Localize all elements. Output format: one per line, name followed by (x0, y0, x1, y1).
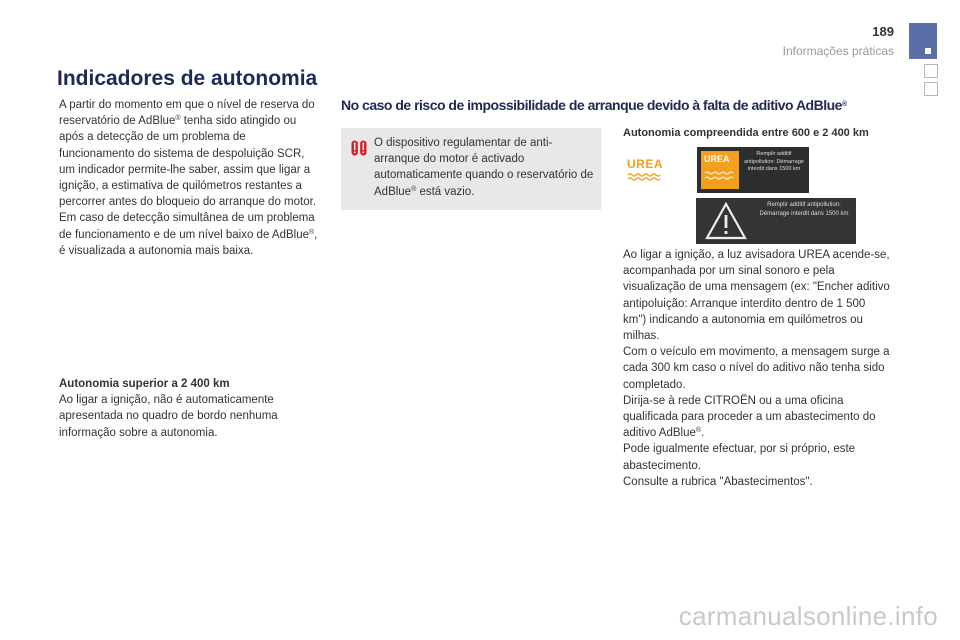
chapter-tab[interactable] (924, 64, 938, 78)
urea-wave-icon (627, 172, 663, 182)
chapter-tab-active[interactable] (909, 23, 937, 59)
warning-box (341, 128, 601, 210)
range-body-text (623, 247, 891, 490)
urea-tile-icon: UREA (701, 151, 739, 189)
dashboard-message: Remplir additif antipollution: Démarrage interdit dans 1500 km (759, 202, 849, 217)
intro-paragraph: A partir do momento em que o nível de reserva do reservatório de AdBlue® tenha sido atingido ou após a detecção de um problema de funcionamento do sistema de despoluição SCR, um indicador permite-lhe saber, assim que ligar a ignição, a estimativa de quilómetros restantes a percorrer antes do bloqueio do arranque do motor. (59, 99, 316, 209)
body-paragraph: Pode igualmente efectuar, por si próprio, este abastecimento. (623, 443, 856, 472)
page-title: Indicadores de autonomia (57, 67, 318, 90)
warning-exclamation-icon (351, 140, 367, 156)
page-number: 189 (872, 24, 894, 39)
range-600-2400-title: Autonomia compreendida entre 600 e 2 400 km (623, 127, 869, 139)
above-2400-title: Autonomia superior a 2 400 km (59, 378, 230, 390)
above-2400-text: Ao ligar a ignição, não é automaticamente apresentada no quadro de bordo nenhuma informação sobre a autonomia. (59, 394, 278, 439)
dashboard-display-warning (696, 198, 856, 244)
intro-text (59, 97, 321, 259)
section-title: No caso de risco de impossibilidade de arranque devido à falta de aditivo AdBlue® (341, 97, 847, 113)
body-paragraph: Consulte a rubrica "Abastecimentos". (623, 475, 813, 488)
dashboard-display-urea (697, 147, 809, 193)
urea-tile-wave-icon (704, 169, 736, 183)
section-name: Informações práticas (782, 44, 894, 58)
urea-warning-lamp-icon (627, 157, 665, 185)
urea-lamp-label: UREA (627, 157, 664, 171)
chapter-tab[interactable] (924, 82, 938, 96)
above-2400-section (59, 376, 321, 441)
body-paragraph: Dirija-se à rede CITROËN ou a uma oficina qualificada para proceder a um abastecimento do aditivo AdBlue®. (623, 394, 876, 440)
warning-text: O dispositivo regulamentar de anti-arranque do motor é activado automaticamente quando o reservatório de AdBlue® está vazio. (374, 137, 594, 198)
warning-triangle-icon (704, 201, 748, 241)
body-paragraph: Com o veículo em movimento, a mensagem surge a cada 300 km caso o nível do aditivo não tenha sido completado. (623, 346, 890, 391)
body-paragraph: Ao ligar a ignição, a luz avisadora UREA acende-se, acompanhada por um sinal sonoro e pela visualização de uma mensagem (ex: "Encher aditivo antipoluição: Arranque interdito dentro de 1 500 km") indicando a autonomia em quilómetros ou milhas. (623, 249, 890, 343)
chapter-tab-marker-icon (925, 48, 931, 54)
watermark: carmanualsonline.info (678, 601, 938, 631)
dashboard-message: Remplir additif antipollution: Démarrage interdit dans 1500 km (744, 151, 804, 172)
intro-paragraph: Em caso de detecção simultânea de um problema de funcionamento e de um nível baixo de AdBlue®, é visualizada a autonomia mais baixa. (59, 212, 318, 257)
